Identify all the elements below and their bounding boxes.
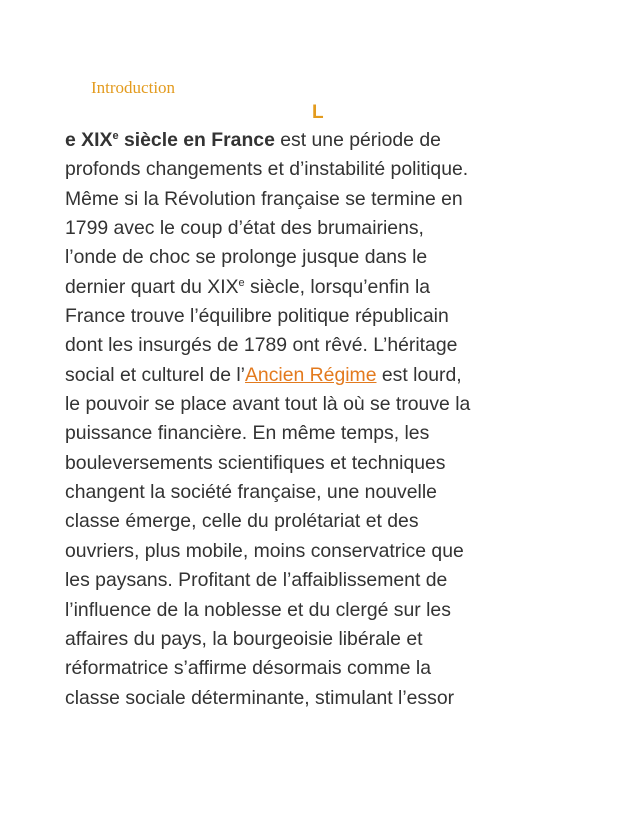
paragraph-line: dont les insurgés de 1789 ont rêvé. L’héritage	[65, 334, 458, 357]
paragraph-line: ouvriers, plus mobile, moins conservatrice que	[65, 539, 464, 562]
paragraph-line: l’influence de la noblesse et du clergé sur les	[65, 598, 451, 621]
paragraph-line: réformatrice s’affirme désormais comme la	[65, 657, 432, 680]
bold-text-part: e XIX	[65, 129, 113, 151]
ancien-regime-link[interactable]: Ancien Régime	[245, 363, 377, 386]
paragraph-line: 1799 avec le coup d’état des brumairiens,	[65, 217, 424, 240]
bold-subject	[65, 129, 275, 151]
paragraph-line	[65, 273, 577, 302]
paragraph-line	[65, 361, 577, 390]
paragraph-line: classe émerge, celle du prolétariat et des	[65, 510, 419, 533]
paragraph-line: classe sociale déterminante, stimulant l’essor	[65, 686, 455, 709]
paragraph-line: France trouve l’équilibre politique républicain	[65, 305, 449, 328]
body-paragraph	[65, 126, 577, 713]
line-text: siècle, lorsqu’enfin la	[244, 275, 431, 298]
bold-text-part: siècle en France	[118, 129, 275, 151]
superscript: e	[238, 276, 245, 289]
paragraph-line: les paysans. Profitant de l’affaiblissement de	[65, 569, 448, 592]
paragraph-line: le pouvoir se place avant tout là où se trouve la	[65, 393, 471, 416]
paragraph-line: changent la société française, une nouvelle	[65, 481, 437, 504]
paragraph-line: Même si la Révolution française se termine en	[65, 187, 463, 210]
paragraph-line	[65, 126, 577, 155]
drop-cap-letter: L	[312, 102, 324, 123]
superscript: e	[112, 130, 119, 142]
line-text: est une période de	[274, 129, 441, 151]
paragraph-line: bouleversements scientifiques et techniques	[65, 451, 446, 474]
paragraph-line: profonds changements et d’instabilité politique.	[65, 158, 469, 181]
line-text: est lourd,	[376, 363, 462, 386]
paragraph-line: affaires du pays, la bourgeoisie libérale et	[65, 627, 423, 650]
paragraph-line: l’onde de choc se prolonge jusque dans le	[65, 246, 428, 269]
line-text: social et culturel de l’	[65, 363, 245, 386]
line-text: dernier quart du XIX	[65, 275, 239, 298]
section-heading: Introduction	[91, 78, 176, 97]
paragraph-line: puissance financière. En même temps, les	[65, 422, 430, 445]
